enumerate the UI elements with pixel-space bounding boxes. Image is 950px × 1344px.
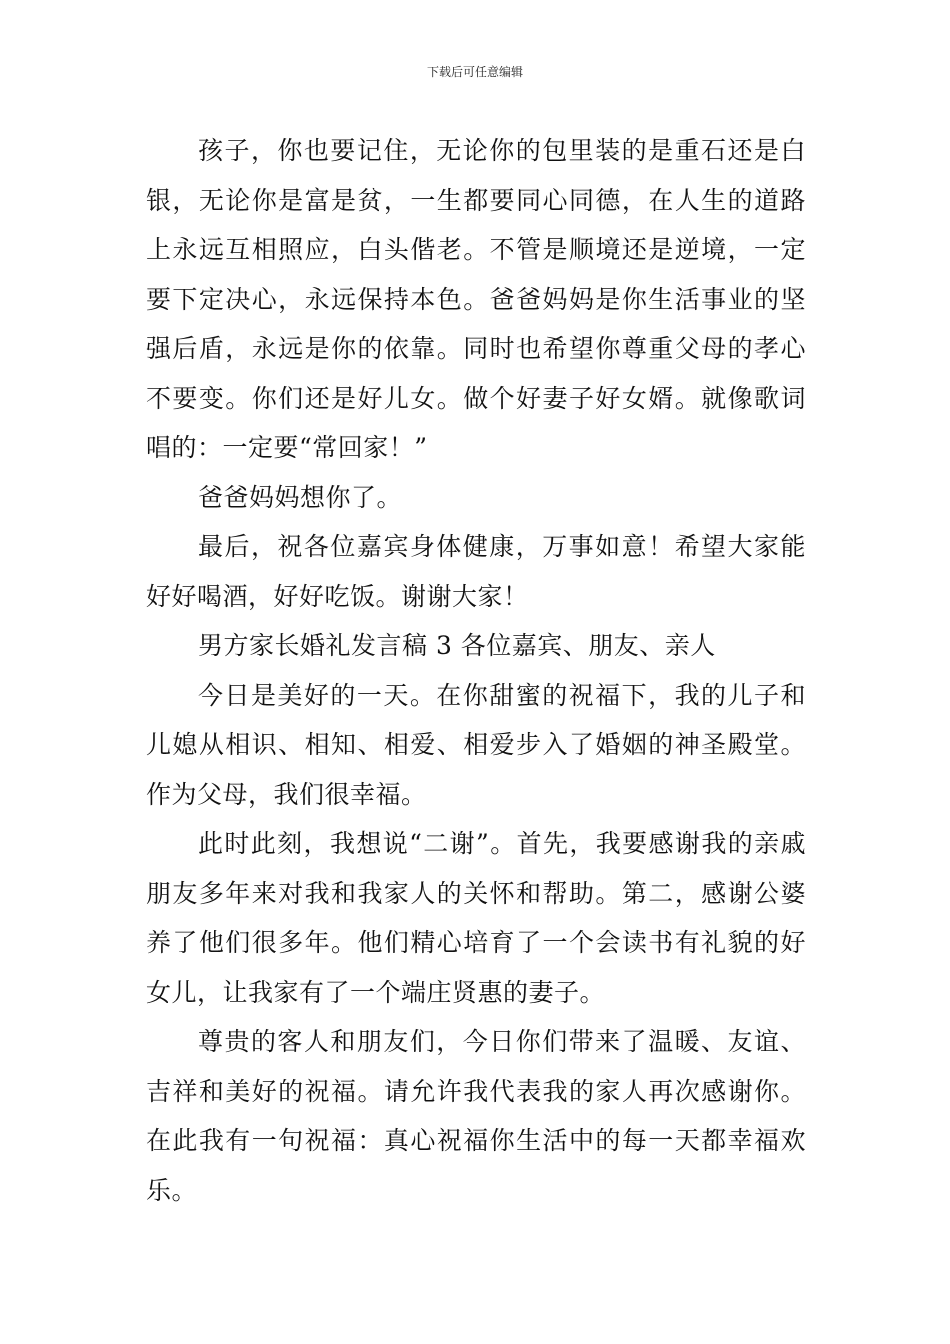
paragraph-opening: 今日是美好的一天。在你甜蜜的祝福下，我的儿子和儿媳从相识、相知、相爱、相爱步入了婚姻的神圣殿堂。作为父母，我们很幸福。: [146, 680, 806, 809]
paragraph-closing-wishes: 最后，祝各位嘉宾身体健康，万事如意！希望大家能好好喝酒，好好吃饭。谢谢大家！: [146, 532, 806, 611]
paragraph-advice: 孩子，你也要记住，无论你的包里装的是重石还是白银，无论你是富是贫，一生都要同心同德，在人生的道路上永远互相照应，白头偕老。不管是顺境还是逆境，一定要下定决心，永远保持本色。爸爸妈妈是你生活事业的坚强后盾，永远是你的依靠。同时也希望你尊重父母的孝心不要变。你们还是好儿女。做个好妻子好女婿。就像歌词唱的：一定要“常回家！”: [146, 136, 806, 462]
paragraph-speech-title: 男方家长婚礼发言稿 3 各位嘉宾、朋友、亲人: [198, 631, 716, 660]
paragraph-blessing: 尊贵的客人和朋友们，今日你们带来了温暖、友谊、吉祥和美好的祝福。请允许我代表我的家人再次感谢你。在此我有一句祝福：真心祝福你生活中的每一天都幸福欢乐。: [146, 1027, 806, 1205]
document-body: [146, 126, 806, 1215]
paragraph-thanks: 此时此刻，我想说“二谢”。首先，我要感谢我的亲戚朋友多年来对我和我家人的关怀和帮助。第二，感谢公婆养了他们很多年。他们精心培育了一个会读书有礼貌的好女儿，让我家有了一个端庄贤惠的妻子。: [146, 829, 806, 1007]
paragraph-miss-you: 爸爸妈妈想你了。: [198, 482, 403, 512]
page-header-note: 下载后可任意编辑: [426, 65, 523, 79]
